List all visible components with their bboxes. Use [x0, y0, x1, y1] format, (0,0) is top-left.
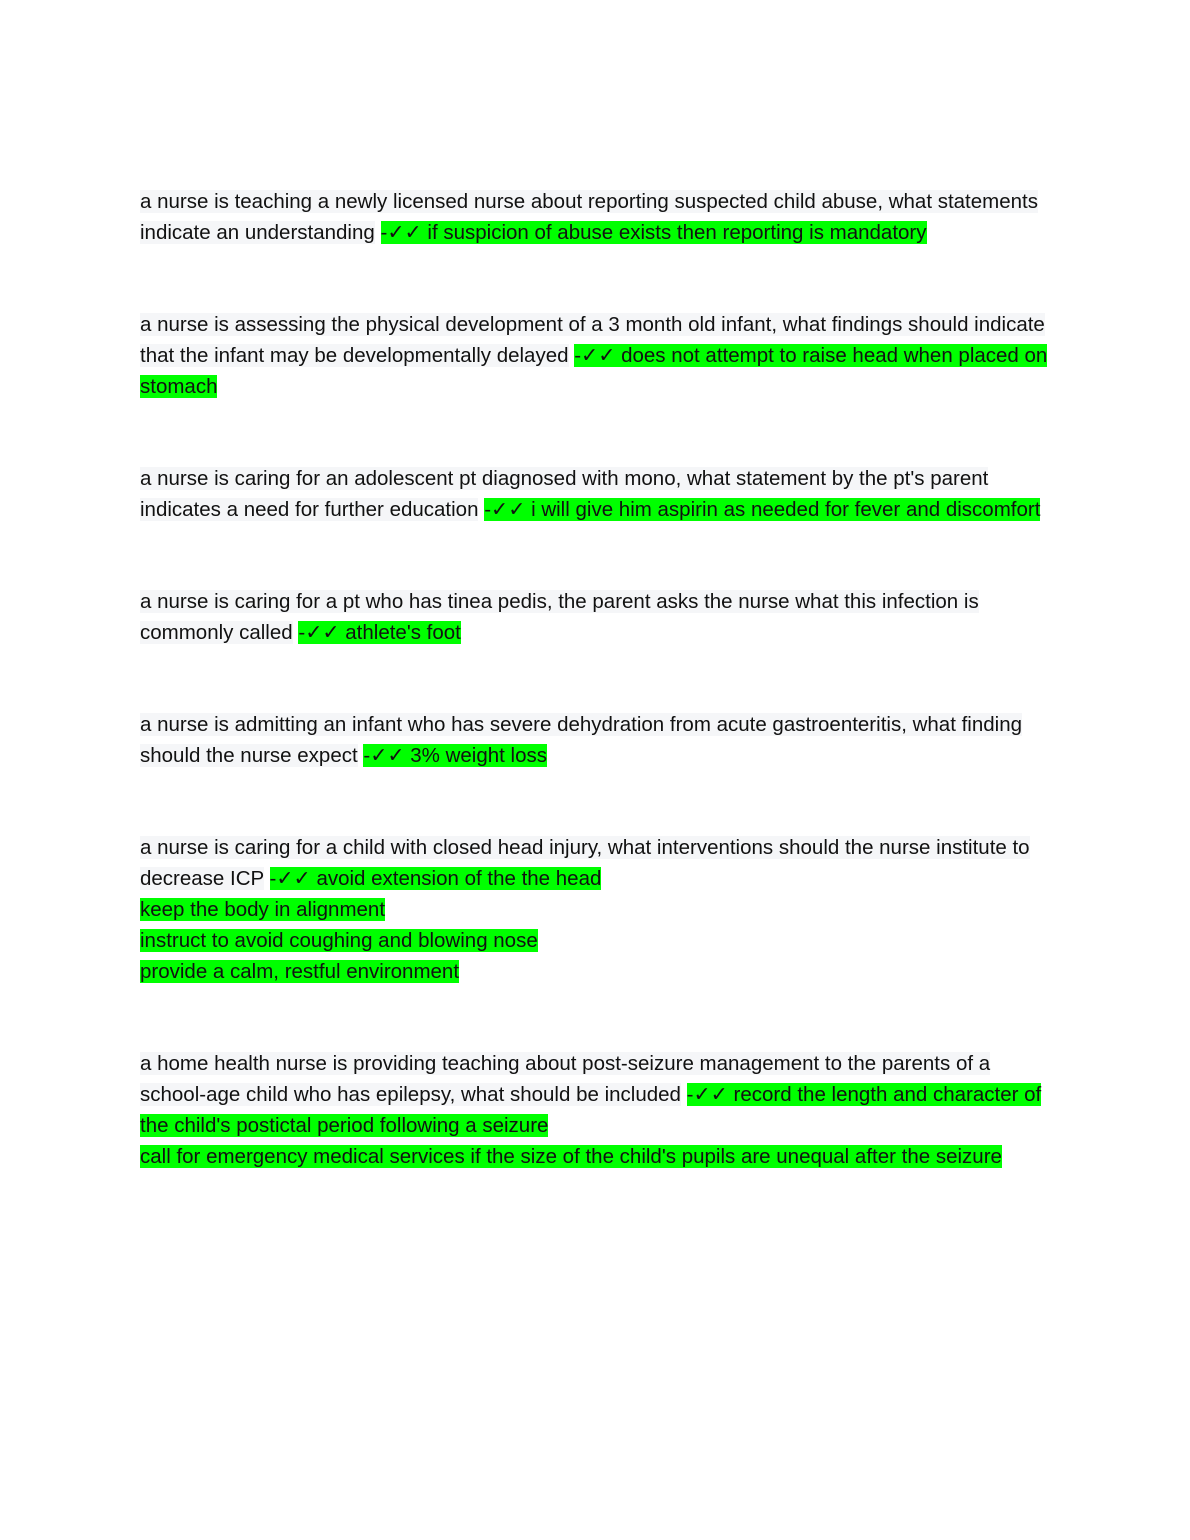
answer-value: avoid extension of the the head — [316, 867, 602, 890]
question-text: a nurse is teaching a newly licensed nurse about reporting suspected child abuse, what statements indicate an understanding — [140, 190, 1038, 244]
qa-line — [140, 586, 1050, 648]
answer-value: i will give him aspirin as needed for fever and discomfort — [531, 498, 1041, 521]
qa-item-5 — [140, 709, 1050, 771]
answer-value: if suspicion of abuse exists then reporting is mandatory — [427, 221, 927, 244]
qa-item-7 — [140, 1048, 1050, 1172]
check-marker: -✓✓ — [363, 744, 405, 767]
answer-value: 3% weight loss — [410, 744, 548, 767]
check-marker: -✓✓ — [686, 1083, 728, 1106]
check-marker: -✓✓ — [484, 498, 526, 521]
answer-value: record the length and character of the child's postictal period following a seizure — [140, 1083, 1042, 1137]
answer-value: does not attempt to raise head when placed on stomach — [140, 344, 1048, 398]
qa-line — [140, 1048, 1050, 1141]
answer-text — [484, 498, 1040, 521]
document-page — [140, 186, 1050, 1233]
answer-extra-line — [140, 894, 1050, 925]
answer-value: athlete's foot — [345, 621, 461, 644]
qa-item-3 — [140, 463, 1050, 525]
answer-extra-line — [140, 1141, 1050, 1172]
qa-line — [140, 463, 1050, 525]
question-text: a nurse is admitting an infant who has severe dehydration from acute gastroenteritis, what finding should the nurse expect — [140, 713, 1022, 767]
qa-line — [140, 832, 1050, 894]
question-text: a nurse is caring for a pt who has tinea pedis, the parent asks the nurse what this infection is commonly called — [140, 590, 979, 644]
answer-extra: keep the body in alignment — [140, 898, 386, 921]
qa-item-1 — [140, 186, 1050, 248]
qa-line — [140, 709, 1050, 771]
question-text: a nurse is caring for a child with closed head injury, what interventions should the nurse institute to decrease ICP — [140, 836, 1030, 890]
question-text: a nurse is assessing the physical development of a 3 month old infant, what findings should indicate that the infant may be developmentally delayed — [140, 313, 1045, 367]
answer-extra: provide a calm, restful environment — [140, 960, 460, 983]
check-marker: -✓✓ — [380, 221, 422, 244]
question-text: a nurse is caring for an adolescent pt diagnosed with mono, what statement by the pt's parent indicates a need for further education — [140, 467, 989, 521]
check-marker: -✓✓ — [269, 867, 311, 890]
qa-item-4 — [140, 586, 1050, 648]
answer-extra-line — [140, 956, 1050, 987]
answer-extra: call for emergency medical services if the size of the child's pupils are unequal after the seizure — [140, 1145, 1002, 1168]
answer-text — [363, 744, 547, 767]
qa-item-6 — [140, 832, 1050, 987]
question-text: a home health nurse is providing teaching about post-seizure management to the parents of a school-age child who has epilepsy, what should be included — [140, 1052, 991, 1106]
qa-line — [140, 186, 1050, 248]
answer-text — [298, 621, 461, 644]
check-marker: -✓✓ — [298, 621, 340, 644]
qa-item-2 — [140, 309, 1050, 402]
answer-extra-line — [140, 925, 1050, 956]
answer-text — [270, 867, 602, 890]
qa-line — [140, 309, 1050, 402]
answer-text — [381, 221, 927, 244]
check-marker: -✓✓ — [574, 344, 616, 367]
answer-extra: instruct to avoid coughing and blowing nose — [140, 929, 538, 952]
